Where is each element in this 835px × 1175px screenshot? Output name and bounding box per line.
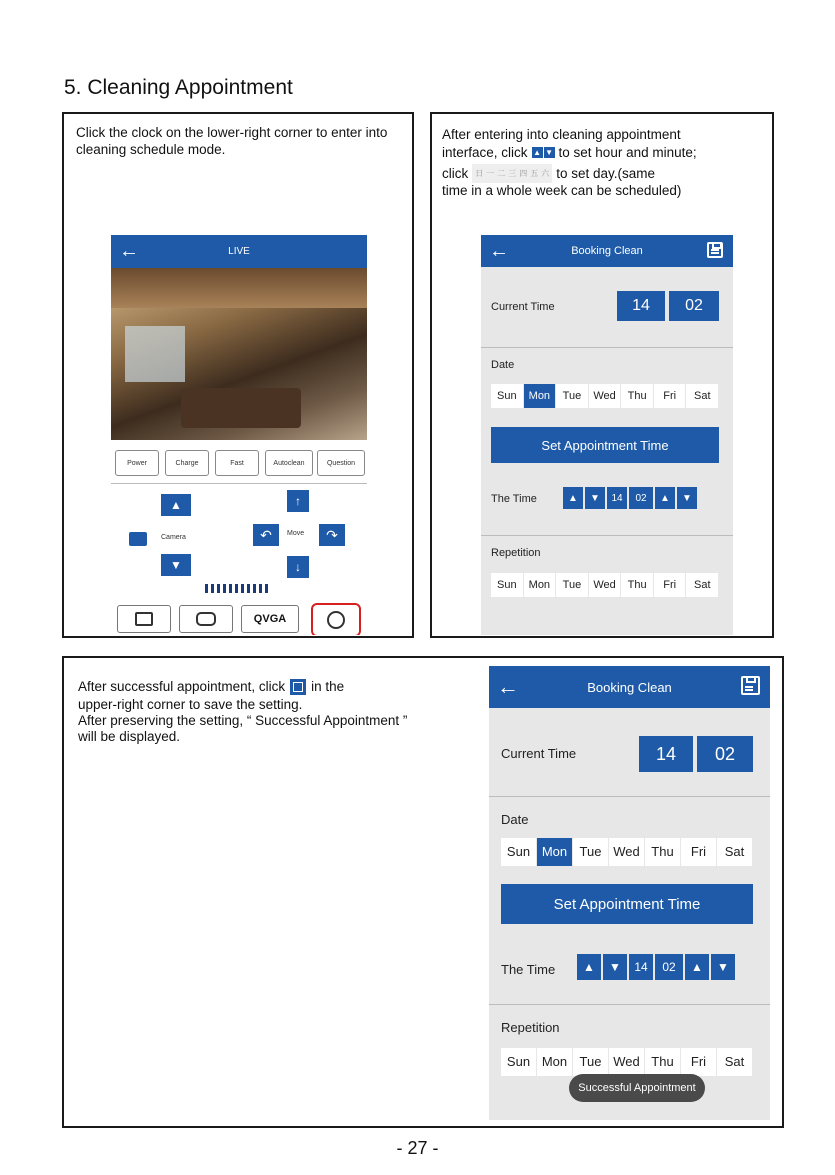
move-label: Move bbox=[287, 530, 305, 537]
hour-up-button[interactable]: ▲ bbox=[577, 954, 601, 980]
time-hour: 14 bbox=[607, 487, 627, 509]
rep-day-mon[interactable]: Mon bbox=[524, 573, 557, 597]
rep-day-thu[interactable]: Thu bbox=[621, 573, 654, 597]
hour-up-button[interactable]: ▲ bbox=[563, 487, 583, 509]
date-day-tue[interactable]: Tue bbox=[556, 384, 589, 408]
camera-up-button[interactable]: ▲ bbox=[161, 494, 191, 516]
date-day-sun[interactable]: Sun bbox=[501, 838, 537, 866]
booking-title: Booking Clean bbox=[587, 679, 672, 695]
save-icon[interactable] bbox=[741, 676, 760, 698]
back-arrow-icon[interactable]: ← bbox=[497, 674, 519, 699]
rep-day-wed[interactable]: Wed bbox=[589, 573, 622, 597]
booking-screen-large bbox=[489, 666, 770, 1120]
live-screen bbox=[111, 235, 367, 635]
panel3-line1-a: After successful appointment, click bbox=[78, 679, 286, 694]
time-minute: 02 bbox=[655, 954, 683, 980]
date-day-wed[interactable]: Wed bbox=[609, 838, 645, 866]
clock-icon bbox=[327, 611, 345, 629]
panel2-line3-b: to set day.(same bbox=[556, 166, 656, 181]
rep-day-tue[interactable]: Tue bbox=[556, 573, 589, 597]
rep-day-sat[interactable]: Sat bbox=[717, 1048, 753, 1076]
qvga-button[interactable]: QVGA bbox=[241, 605, 299, 633]
ceiling-shape bbox=[111, 268, 367, 308]
date-days bbox=[491, 384, 719, 408]
booking-screen-small bbox=[481, 235, 733, 635]
panel3-line3: After preserving the setting, “ Successful Appointment ” bbox=[78, 713, 408, 728]
divider bbox=[481, 347, 733, 348]
date-days bbox=[501, 838, 753, 866]
camera-icon bbox=[129, 532, 147, 546]
rep-day-sun[interactable]: Sun bbox=[491, 573, 524, 597]
fast-button[interactable]: Fast bbox=[215, 450, 259, 476]
panel-live bbox=[62, 112, 414, 638]
signal-bars bbox=[205, 584, 271, 593]
autoclean-button[interactable]: Autoclean bbox=[265, 450, 313, 476]
live-title-bar bbox=[111, 235, 367, 268]
move-down-button[interactable]: ↓ bbox=[287, 556, 309, 578]
camera-label: Camera bbox=[161, 534, 186, 541]
date-day-sun[interactable]: Sun bbox=[491, 384, 524, 408]
date-day-tue[interactable]: Tue bbox=[573, 838, 609, 866]
panel2-line4: time in a whole week can be scheduled) bbox=[442, 183, 682, 198]
page-number: - 27 - bbox=[396, 1138, 439, 1158]
panel2-line3 bbox=[442, 164, 655, 183]
minute-up-button[interactable]: ▲ bbox=[685, 954, 709, 980]
save-icon[interactable] bbox=[707, 242, 723, 261]
panel3-line1-b: in the bbox=[311, 679, 345, 694]
date-day-fri[interactable]: Fri bbox=[654, 384, 687, 408]
rep-day-fri[interactable]: Fri bbox=[681, 1048, 717, 1076]
rep-day-tue[interactable]: Tue bbox=[573, 1048, 609, 1076]
time-hour: 14 bbox=[629, 954, 653, 980]
panel2-line2-b: to set hour and minute; bbox=[558, 145, 697, 160]
minute-down-button[interactable]: ▼ bbox=[711, 954, 735, 980]
repetition-label: Repetition bbox=[491, 547, 541, 559]
move-up-button[interactable]: ↑ bbox=[287, 490, 309, 512]
panel-success bbox=[62, 656, 784, 1128]
the-time-label: The Time bbox=[501, 962, 556, 977]
set-appointment-button[interactable]: Set Appointment Time bbox=[491, 427, 719, 463]
divider bbox=[489, 796, 770, 797]
charge-button[interactable]: Charge bbox=[165, 450, 209, 476]
panel2-line2 bbox=[442, 144, 697, 161]
date-day-mon[interactable]: Mon bbox=[537, 838, 573, 866]
date-label: Date bbox=[501, 812, 529, 827]
gamepad-icon bbox=[196, 612, 216, 626]
panel2-line3-a: click bbox=[442, 166, 469, 181]
date-day-wed[interactable]: Wed bbox=[589, 384, 622, 408]
back-arrow-icon[interactable]: ← bbox=[489, 239, 509, 262]
camera-down-button[interactable]: ▼ bbox=[161, 554, 191, 576]
booking-title-bar bbox=[489, 666, 770, 708]
live-title: LIVE bbox=[228, 246, 250, 257]
repetition-label: Repetition bbox=[501, 1020, 560, 1035]
question-button[interactable]: Question bbox=[317, 450, 365, 476]
camera-feed-image bbox=[111, 268, 367, 440]
panel2-line2-a: interface, click bbox=[442, 145, 528, 160]
rep-day-fri[interactable]: Fri bbox=[654, 573, 687, 597]
window-shape bbox=[125, 326, 185, 382]
time-minute: 02 bbox=[629, 487, 653, 509]
minute-down-button[interactable]: ▼ bbox=[677, 487, 697, 509]
current-minute: 02 bbox=[697, 736, 753, 772]
furniture-shape bbox=[181, 388, 301, 428]
set-appointment-button[interactable]: Set Appointment Time bbox=[501, 884, 753, 924]
date-day-thu[interactable]: Thu bbox=[645, 838, 681, 866]
rep-day-wed[interactable]: Wed bbox=[609, 1048, 645, 1076]
back-arrow-icon[interactable]: ← bbox=[119, 240, 139, 262]
clock-button[interactable] bbox=[311, 603, 361, 635]
current-hour: 14 bbox=[617, 291, 665, 321]
panel-live-text: Click the clock on the lower-right corner to enter into cleaning schedule mode. bbox=[76, 125, 388, 157]
inline-save-icon bbox=[290, 679, 306, 695]
hour-down-button[interactable]: ▼ bbox=[603, 954, 627, 980]
divider bbox=[489, 1004, 770, 1005]
panel2-line1: After entering into cleaning appointment bbox=[442, 127, 681, 142]
date-day-fri[interactable]: Fri bbox=[681, 838, 717, 866]
current-hour: 14 bbox=[639, 736, 693, 772]
move-right-button[interactable]: ↷ bbox=[319, 524, 345, 546]
current-time-label: Current Time bbox=[501, 746, 577, 761]
hour-down-button[interactable]: ▼ bbox=[585, 487, 605, 509]
current-time-label: Current Time bbox=[491, 301, 555, 313]
rep-day-sun[interactable]: Sun bbox=[501, 1048, 537, 1076]
booking-title: Booking Clean bbox=[571, 245, 643, 257]
move-left-button[interactable]: ↶ bbox=[253, 524, 279, 546]
repetition-days bbox=[491, 573, 719, 597]
inline-arrows-icon: ▲ ▼ bbox=[533, 148, 553, 157]
success-toast: Successful Appointment bbox=[569, 1074, 705, 1102]
rep-day-thu[interactable]: Thu bbox=[645, 1048, 681, 1076]
gamepad-button[interactable] bbox=[179, 605, 233, 633]
rep-day-sat[interactable]: Sat bbox=[686, 573, 719, 597]
power-button[interactable]: Power bbox=[115, 450, 159, 476]
camera-snapshot-icon bbox=[135, 612, 153, 626]
date-day-mon[interactable]: Mon bbox=[524, 384, 557, 408]
the-time-label: The Time bbox=[491, 493, 537, 505]
date-day-thu[interactable]: Thu bbox=[621, 384, 654, 408]
minute-up-button[interactable]: ▲ bbox=[655, 487, 675, 509]
date-day-sat[interactable]: Sat bbox=[686, 384, 719, 408]
current-minute: 02 bbox=[669, 291, 719, 321]
snapshot-button[interactable] bbox=[117, 605, 171, 633]
control-area bbox=[111, 483, 367, 600]
inline-days-icon: 日 一 二 三 四 五 六 bbox=[472, 164, 552, 183]
rep-day-mon[interactable]: Mon bbox=[537, 1048, 573, 1076]
booking-title-bar bbox=[481, 235, 733, 267]
page-title: 5. Cleaning Appointment bbox=[64, 76, 293, 99]
date-day-sat[interactable]: Sat bbox=[717, 838, 753, 866]
panel-booking-intro bbox=[430, 112, 774, 638]
panel3-line2: upper-right corner to save the setting. bbox=[78, 697, 303, 712]
panel3-line1 bbox=[78, 678, 344, 695]
function-row bbox=[111, 445, 367, 479]
repetition-days bbox=[501, 1048, 753, 1076]
divider bbox=[481, 535, 733, 536]
date-label: Date bbox=[491, 359, 515, 371]
panel3-line4: will be displayed. bbox=[78, 729, 181, 744]
